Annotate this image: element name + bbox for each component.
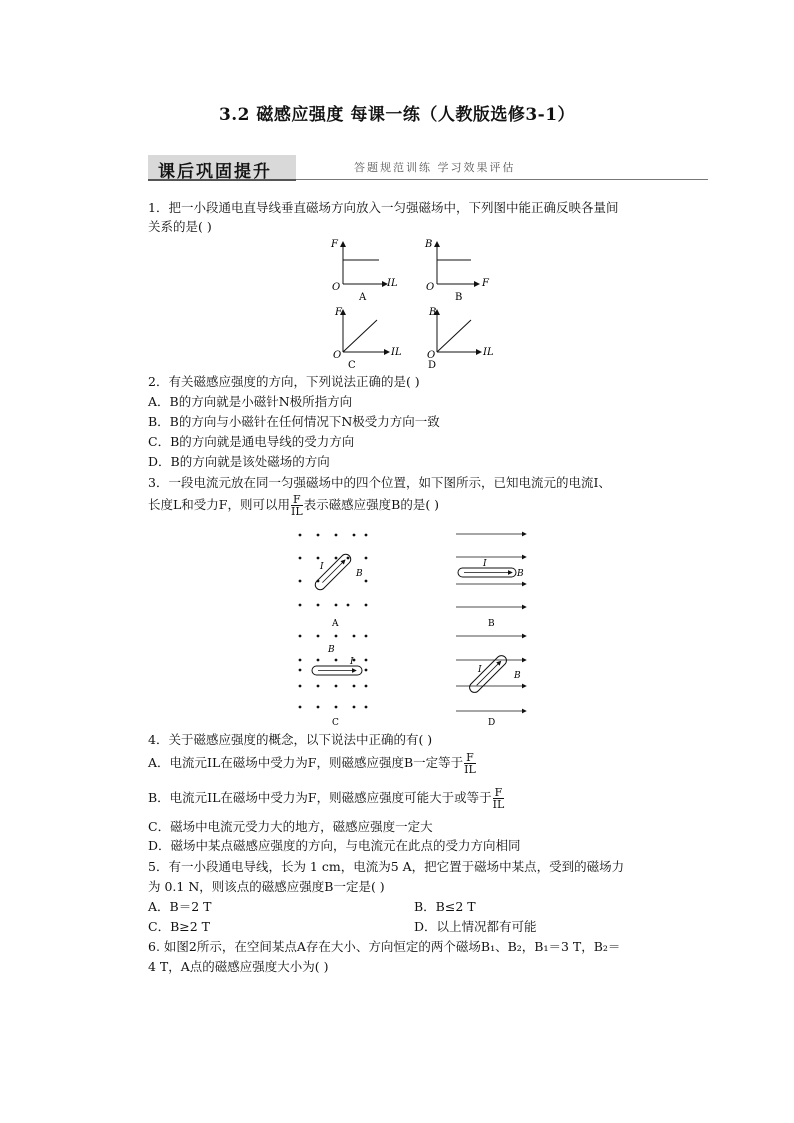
q6-line1: 6. 如图2所示，在空间某点A存在大小、方向恒定的两个磁场B₁、B₂，B₁＝3 T，B₂＝ — [148, 939, 621, 954]
q4-a-fraction — [464, 752, 476, 775]
q3-line2-start: 长度L和受力F，则可以用 — [148, 497, 290, 512]
q1-line2: 关系的是( ) — [148, 219, 212, 234]
q3-d-field: B — [514, 671, 521, 681]
q3-a-field: B — [356, 569, 363, 579]
q1-graph-d — [427, 307, 494, 371]
banner-heading: 课后巩固提升 — [158, 162, 272, 182]
q1-d-origin: O — [427, 350, 436, 361]
q3-panel-d — [456, 636, 526, 726]
q1-b-label: B — [455, 292, 463, 303]
section-banner — [148, 155, 708, 181]
q3-line1: 3．一段电流元放在同一匀强磁场中的四个位置，如下图所示，已知电流元的电流I、 — [148, 475, 611, 490]
q1-d-label: D — [428, 360, 437, 371]
q3-b-current: I — [483, 559, 487, 569]
q2-stem: 2．有关磁感应强度的方向，下列说法正确的是( ) — [148, 374, 420, 389]
banner-heading-box — [148, 155, 296, 181]
banner-subtitle: 答题规范训练 学习效果评估 — [354, 161, 516, 174]
q1-graph-b — [424, 239, 490, 303]
q3-b-field: B — [517, 569, 524, 579]
q3-c-label: C — [332, 718, 339, 726]
q1-a-label: A — [359, 292, 367, 303]
q3-panel-b — [456, 534, 526, 629]
q6-line2: 4 T，A点的磁感应强度大小为( ) — [148, 959, 329, 974]
q5-option-c: C．B≥2 T — [148, 919, 210, 934]
q4-option-b-text: B．电流元IL在磁场中受力为F，则磁感应强度可能大于或等于 — [148, 790, 492, 805]
q1-b-yaxis-label: B — [425, 239, 433, 250]
q4-option-b — [148, 787, 505, 810]
q4-stem: 4．关于磁感应强度的概念，以下说法中正确的有( ) — [148, 732, 433, 747]
q4-option-d: D．磁场中某点磁感应强度的方向，与电流元在此点的受力方向相同 — [148, 838, 521, 853]
q3-d-current: I — [478, 665, 482, 675]
q3-line2-end: 表示磁感应强度B的是( ) — [303, 497, 440, 512]
q3-panel-a — [299, 534, 368, 629]
q2-option-a: A．B的方向就是小磁针N极所指方向 — [148, 394, 353, 409]
q2-option-b: B．B的方向与小磁针在任何情况下N极受力方向一致 — [148, 414, 440, 429]
q4-option-a-text: A．电流元IL在磁场中受力为F，则磁感应强度B一定等于 — [148, 755, 464, 770]
q1-a-yaxis-label: F — [331, 239, 338, 250]
q2-option-d: D．B的方向就是该处磁场的方向 — [148, 454, 330, 469]
q4-option-c: C．磁场中电流元受力大的地方，磁感应强度一定大 — [148, 819, 433, 834]
q2-option-c: C．B的方向就是通电导线的受力方向 — [148, 434, 355, 449]
q3-fraction — [291, 494, 303, 517]
q3-line2 — [148, 494, 439, 517]
q1-c-yaxis-label: F — [335, 307, 342, 318]
q4-b-fraction — [493, 787, 505, 810]
q5-option-b: B．B≤2 T — [414, 899, 476, 914]
q3-figures — [290, 526, 535, 726]
q1-b-origin: O — [426, 282, 435, 293]
q3-c-current: I — [350, 657, 354, 667]
q5-option-d: D．以上情况都有可能 — [414, 919, 537, 934]
q3-d-label: D — [488, 718, 496, 726]
q3-frac-den: IL — [290, 505, 303, 518]
q1-d-xaxis-label: IL — [483, 347, 494, 358]
q1-graph-c — [333, 307, 402, 371]
q4-a-frac-num: F — [464, 752, 476, 764]
q3-panel-c — [299, 635, 368, 726]
q4-b-frac-den: IL — [492, 798, 505, 811]
q3-a-label: A — [332, 619, 339, 629]
q5-line2: 为 0.1 N，则该点的磁感应强度B一定是( ) — [148, 879, 385, 894]
q1-d-yaxis-label: B — [429, 307, 437, 318]
q4-b-frac-num: F — [493, 787, 505, 799]
q1-c-label: C — [348, 360, 356, 371]
q1-graphs — [325, 236, 515, 372]
q1-line1: 1．把一小段通电直导线垂直磁场方向放入一匀强磁场中，下列图中能正确反映各量间 — [148, 200, 619, 215]
q3-b-label: B — [488, 619, 495, 629]
q1-graph-a — [330, 239, 398, 303]
q5-option-a: A．B＝2 T — [148, 899, 212, 914]
q1-b-xaxis-label: F — [482, 278, 489, 289]
banner-rule — [296, 179, 708, 180]
q4-option-a — [148, 752, 477, 775]
q5-line1: 5．有一小段通电导线，长为 1 cm，电流为5 A，把它置于磁场中某点，受到的磁场力 — [148, 859, 625, 874]
q3-a-current: I — [320, 562, 324, 572]
q1-c-origin: O — [333, 350, 342, 361]
q3-c-field: B — [328, 645, 335, 655]
q4-a-frac-den: IL — [464, 763, 476, 776]
q1-c-xaxis-label: IL — [391, 347, 402, 358]
q3-frac-num: F — [291, 494, 303, 506]
q1-a-origin: O — [332, 282, 341, 293]
page-title: 3.2 磁感应强度 每课一练（人教版选修3-1） — [218, 105, 576, 125]
q1-a-xaxis-label: IL — [387, 278, 398, 289]
